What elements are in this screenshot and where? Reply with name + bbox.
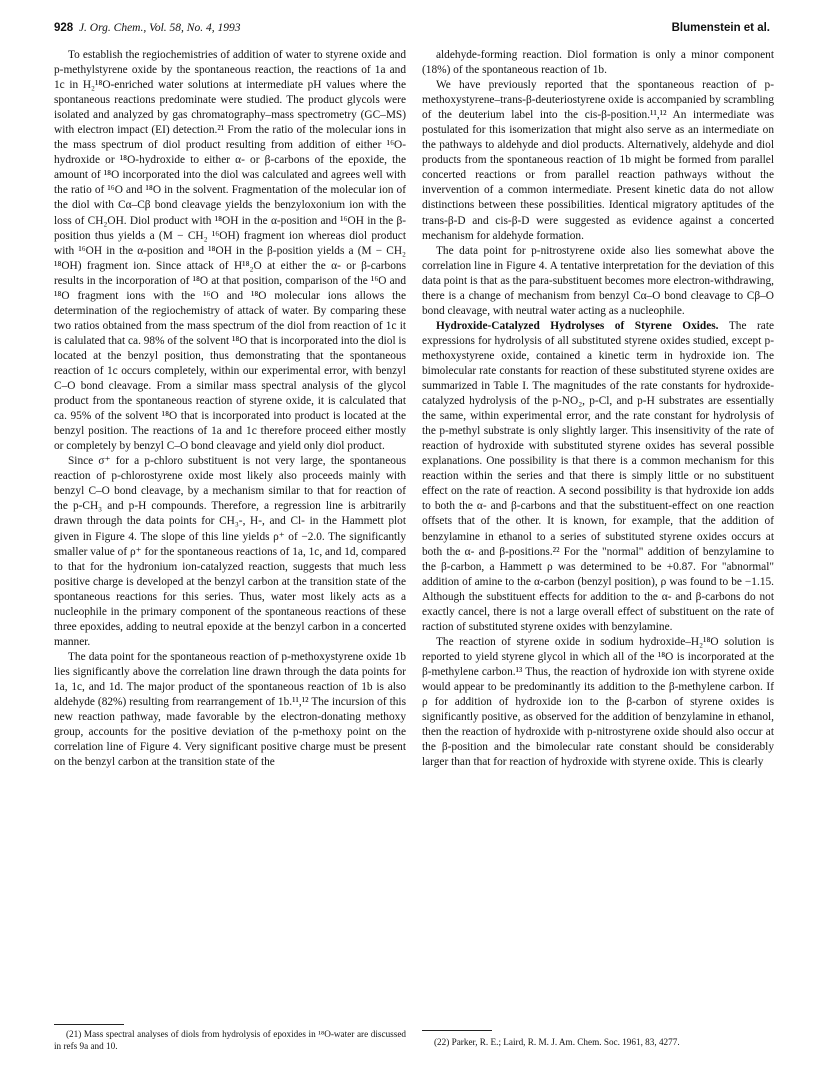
footnote-rule [422, 1030, 492, 1031]
footnote-rule [54, 1024, 124, 1025]
footnote-text: (22) Parker, R. E.; Laird, R. M. J. Am. Chem. Soc. 1961, 83, 4277. [434, 1037, 680, 1047]
paragraph: To establish the regiochemistries of addition of water to styrene oxide and p-methylstyrene oxide by the spontaneous reaction, the reactions of 1a and 1c in H₂¹⁸O-enriched water solutions at intermediate pH values where the spontaneous reactions predominate were studied. The product glycols were isolated and analyzed by gas chromatography–mass spectrometry (GC–MS) with electron impact (EI) detection.²¹ From the ratio of the molecular ions in the mass spectrum of diol product resulting from addition of either ¹⁶O-hydroxide or ¹⁸O-hydroxide to either α- or β-carbons of the epoxide, the amount of ¹⁸O incorporated into the diol was calculated and agrees well with the ratio of ¹⁶O and ¹⁸O in the solvent. Fragmentation of the molecular ion of the diol with Cα–Cβ bond cleavage yields the benzyloxonium ion with the loss of CH₂OH. Diol product with ¹⁸OH in the α-position and ¹⁶OH in the β-position thus yields a (M − CH₂ ¹⁶OH) fragment ion whereas diol product with ¹⁶OH in the α-position and ¹⁸OH in the β-position yields a (M − CH₂ ¹⁸OH) fragment ion. Since attack of H¹⁸₂O at either the α- or β-carbons results in the incorporation of ¹⁸O at that position, comparison of the ¹⁶O and ¹⁸O fragment ions with the ¹⁶O and ¹⁸O molecular ions allows the determination of the regiochemistry of attack of water. By comparing these two ratios obtained from the mass spectrum of the diol from reaction of 1c it is calulated that ca. 98% of the solvent ¹⁸O that is incorporated into the diol is located at the benzyl position, thus demonstrating that the spontaneous reaction of 1c occurs completely, within our experimental error, with benzyl C–O bond cleavage. From a similar mass spectral analysis of the glycol product from the spontaneous reaction of styrene oxide, it is calculated that ca. 95% of the solvent ¹⁸O that is incorporated into product is located at the benzyl position. The reactions of 1a and 1c therefore proceed either mostly or completely by benzyl C–O bond cleavage and yield only diol product. [54, 49, 406, 453]
header-authors: Blumenstein et al. [671, 22, 770, 34]
paragraph: The data point for the spontaneous reaction of p-methoxystyrene oxide 1b lies significantly above the correlation line drawn through the data points for 1a, 1c, and 1d. The major product of the spontaneous reaction of 1b is also aldehyde (82%) resulting from rearrangement of 1b.¹¹,¹² The incursion of this new reaction pathway, made favorable by the electron-donating methoxy group, accounts for the positive deviation of the p-methoxy point on the correlation line of Figure 4. Very significant positive charge must be present on the benzyl carbon at the transition state of the [54, 650, 406, 769]
section-heading: Hydroxide-Catalyzed Hydrolyses of Styrene Oxides. [436, 319, 719, 332]
section-paragraph-text: The rate expressions for hydrolysis of all substituted styrene oxides studied, except p-methoxystyrene oxide, contained a kinetic term in hydroxide ion. The bimolecular rate constants for reaction of these substituted styrene oxides are summarized in Table I. The magnitudes of the rate constants for hydroxide-catalyzed hydrolysis of the p-NO₂, p-Cl, and p-H substrates are essentially the same, within experimental error, and the rate constant for hydrolysis of the p-methyl substrate is only slightly larger. This insensitivity of the rate of reaction of hydroxide with substituted styrene oxides has several possible explanations. One possibility is that there is a common mechanism for this reaction within the series and that there is simply little or no substituent effect on the rate of reaction. A second possibility is that hydroxide ion adds to both the α- and β-carbons and that the substituent-effect on one reaction offsets that of the other. It is known, for example, that the addition of benzylamine in ethanol to a series of substituted styrene oxides occurs at both the α- and β-positions.²² For the "normal" addition of benzylamine to the β-carbon, a Hammett ρ was determined to be +0.87. For "abnormal" addition of amine to the α-carbon (benzyl position), ρ was found to be −1.15. Although the substituent effects for addition to the α- and β-carbons do not exactly cancel, there is not a large overall effect of substituent on the rate of raction of substituted styrene oxides with benzylamine. [422, 319, 774, 633]
footnote-21 [54, 1028, 406, 1052]
paragraph: Since σ⁺ for a p-chloro substituent is not very large, the spontaneous reaction of p-chlorostyrene oxide most likely also proceeds mainly with benzyl C–O bond cleavage, by a mechanism similar to that for reaction of the p-CH₃ and p-H compounds. Therefore, a regression line is arbitrarily drawn through the data points for CH₃-, H-, and Cl- in the Hammett plot given in Figure 4. The slope of this line yields ρ⁺ of −2.0. The significantly smaller value of ρ⁺ for the spontaneous reactions of 1a, 1c, and 1d, compared to that for the hydronium ion-catalyzed reaction, suggests that much less positive charge is developed at the benzyl carbon at the transition state of the spontaneous reactions for this series. Thus, water most likely acts as a nucleophile in the primary component of the spontaneous reactions of these three epoxides, adding to neutral epoxide at the benzyl carbon in a concerted manner. [54, 455, 406, 648]
paragraph: The data point for p-nitrostyrene oxide also lies somewhat above the correlation line in Figure 4. A tentative interpretation for the deviation of this data point is that as the para-substituent becomes more electron-withdrawing, there is a change of mechanism from benzyl Cα–O bond cleavage to Cβ–O bond cleavage, with neutral water acting as a nucleophile. [422, 244, 774, 317]
header-left [54, 22, 240, 34]
right-column [422, 48, 774, 770]
left-column [54, 48, 406, 770]
footnote-22 [422, 1036, 774, 1048]
running-header [54, 22, 770, 40]
paragraph: aldehyde-forming reaction. Diol formation is only a minor component (18%) of the spontaneous reaction of 1b. [422, 49, 774, 77]
journal-citation: J. Org. Chem., Vol. 58, No. 4, 1993 [78, 22, 241, 34]
section-paragraph [422, 319, 774, 635]
footnote-text: (21) Mass spectral analyses of diols from hydrolysis of epoxides in ¹⁸O-water are discussed in refs 9a and 10. [54, 1029, 406, 1051]
page-number: 928 [54, 22, 74, 34]
paragraph: We have previously reported that the spontaneous reaction of p-methoxystyrene–trans-β-deuteriostyrene oxide is accompanied by scrambling of the deuterium label into the cis-β-position.¹¹,¹² An intermediate was postulated for this isomerization that might also serve as an intermediate on the pathways to aldehyde and diol products. Alternatively, aldehyde and diol products from the spontaneous reaction of 1b might be formed from parallel concerted reactions or from parallel reaction pathways without the invervention of a common intermediate. Present kinetic data do not allow distinctions between these possibilities. Identical migratory aptitudes of the trans-β-D and cis-β-D were suggested as evidence against a concerted mechanism for aldehyde formation. [422, 79, 774, 242]
paragraph: The reaction of styrene oxide in sodium hydroxide–H₂¹⁸O solution is reported to yield styrene glycol in which all of the ¹⁸O is incorporated at the β-methylene carbon.¹³ Thus, the reaction of hydroxide ion with styrene oxide would appear to be predominantly its addition to the β-methylene carbon. If ρ for addition of hydroxide ion to the β-carbon of styrene oxides is significantly positive, as observed for the addition of benzylamine in ethanol, then the reaction of hydroxide with p-nitrostyrene oxide should also occur at the β-position and the bimolecular rate constant should be considerably larger than that for reaction of hydroxide with styrene oxide. This is clearly [422, 635, 774, 769]
